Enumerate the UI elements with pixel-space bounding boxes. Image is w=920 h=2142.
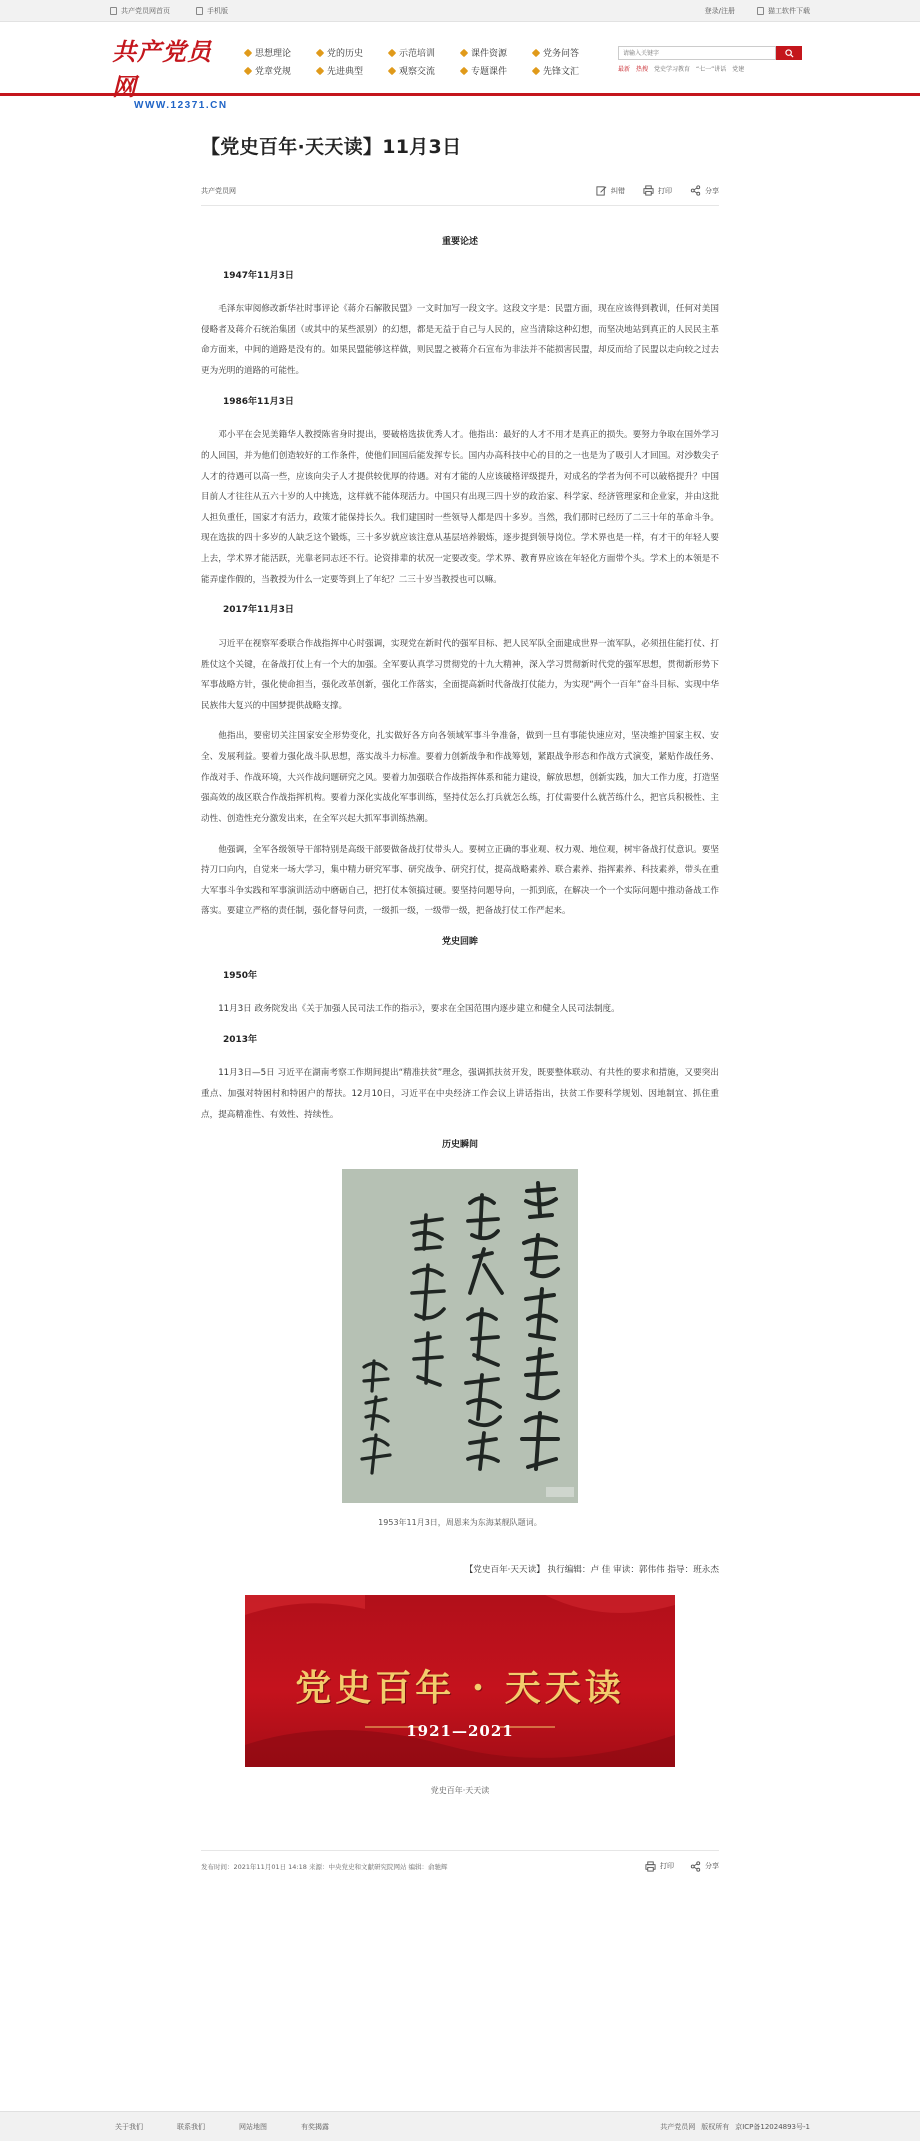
nav-item[interactable] xyxy=(245,64,317,77)
search-icon xyxy=(785,49,794,58)
hot-word[interactable]: 热搜 xyxy=(636,66,649,73)
section-title: 历史瞬间 xyxy=(441,1140,478,1151)
nav-item[interactable] xyxy=(389,46,461,59)
article-meta xyxy=(201,185,719,206)
date-heading: 2017年11月3日 xyxy=(223,605,294,616)
footer-site-name: 共产党员网 xyxy=(660,2123,696,2131)
nav-item-label[interactable]: 先进典型 xyxy=(327,67,364,77)
nav-bullet-icon xyxy=(388,48,396,56)
nav-item-label[interactable]: 党的历史 xyxy=(327,49,364,59)
report-error-label[interactable]: 纠错 xyxy=(611,186,625,195)
hot-word[interactable]: “七一”讲话 xyxy=(696,66,727,73)
hot-word[interactable]: 党建 xyxy=(732,66,745,73)
paragraph: 习近平在视察军委联合作战指挥中心时强调，实现党在新时代的强军目标、把人民军队全面建成世界一流军队，必须扭住能打仗、打胜仗这个关键，在备战打仗上有一个大的加强。全军要认真学习贯彻党的十九大精神，深入学习贯彻新时代党的强军思想，贯彻新形势下军事战略方针，强化使命担当，强化改革创新，强化工作落实，全面提高新时代备战打仗能力，为实现“两个一百年”奋斗目标、实现中华民族伟大复兴的中国梦提供战略支撑。 xyxy=(201,638,719,711)
calligraphy-strokes xyxy=(342,1169,578,1503)
paragraph: 11月3日—5日 习近平在湖南考察工作期间提出“精准扶贫”理念，强调抓扶贫开发，既要整体联动、有共性的要求和措施，又要突出重点、加强对特困村和特困户的帮扶。12月10日，习近平在中央经济工作会议上讲话指出，扶贫工作要科学规划、因地制宜、抓住重点，提高精准性、有效性、持续性。 xyxy=(201,1068,719,1120)
banner-title: 党史百年 · 天天读 xyxy=(295,1666,625,1709)
nav-item-label[interactable]: 课件资源 xyxy=(471,49,508,59)
nav-bullet-icon xyxy=(244,66,252,74)
nav-item[interactable] xyxy=(317,64,389,77)
section-title: 党史回眸 xyxy=(441,937,478,947)
search-input[interactable] xyxy=(618,46,776,60)
nav-bullet-icon xyxy=(316,48,324,56)
mobile-link-label[interactable]: 手机版 xyxy=(207,7,228,15)
date-heading: 2013年 xyxy=(223,1034,258,1045)
print-button[interactable] xyxy=(643,185,672,196)
section-title: 重要论述 xyxy=(441,237,478,247)
footer-copyright: 版权所有 xyxy=(701,2123,730,2131)
article-title: 【党史百年·天天读】11月3日 xyxy=(201,136,462,158)
nav-bullet-icon xyxy=(388,66,396,74)
nav-item-label[interactable]: 先锋文汇 xyxy=(543,67,580,77)
series-banner xyxy=(245,1595,675,1767)
app-download-label[interactable]: 猫工软件下载 xyxy=(768,7,810,15)
bottom-print-label[interactable]: 打印 xyxy=(660,1862,674,1871)
nav-bullet-icon xyxy=(460,48,468,56)
home-icon xyxy=(110,7,117,15)
publish-info-bar xyxy=(201,1850,719,1872)
footer-link-report[interactable]: 有奖揭露 xyxy=(301,2123,329,2131)
site-logo[interactable] xyxy=(112,32,232,111)
hot-words xyxy=(618,64,802,73)
mobile-link[interactable] xyxy=(196,6,228,16)
article-body xyxy=(201,232,719,1800)
login-link[interactable]: 登录/注册 xyxy=(704,7,735,15)
logo-text: 共产党员网 xyxy=(112,37,212,101)
bottom-share-button[interactable] xyxy=(690,1861,719,1872)
nav-bullet-icon xyxy=(244,48,252,56)
article-source: 共产党员网 xyxy=(201,186,236,195)
article xyxy=(201,132,719,1872)
nav-item-label[interactable]: 观察交流 xyxy=(399,67,436,77)
date-heading: 1986年11月3日 xyxy=(223,396,294,407)
publish-info: 发布时间：2021年11月01日 14:18 来源：中央党史和文献研究院网站 编辑：俞驰辉 xyxy=(201,1862,448,1871)
bottom-share-label[interactable]: 分享 xyxy=(705,1862,719,1871)
nav-item[interactable] xyxy=(461,64,533,77)
print-label[interactable]: 打印 xyxy=(658,186,672,195)
footer-icp[interactable]: 京ICP备12024893号-1 xyxy=(735,2123,810,2131)
mobile-icon xyxy=(196,7,203,15)
share-label[interactable]: 分享 xyxy=(705,186,719,195)
date-heading: 1950年 xyxy=(223,970,258,981)
site-footer xyxy=(0,2111,920,2141)
top-bar xyxy=(0,0,920,22)
nav-item-label[interactable]: 示范培训 xyxy=(399,49,436,59)
home-link[interactable] xyxy=(110,6,170,16)
download-icon xyxy=(757,7,764,15)
share-icon xyxy=(690,185,701,196)
calligraphy-image xyxy=(342,1169,578,1503)
date-heading: 1947年11月3日 xyxy=(223,270,294,281)
nav-item[interactable] xyxy=(317,46,389,59)
search-area xyxy=(618,46,802,73)
banner-caption: 党史百年·天天读 xyxy=(430,1785,490,1795)
hot-word[interactable]: 党史学习教育 xyxy=(654,66,691,73)
bottom-print-button[interactable] xyxy=(645,1861,674,1872)
paragraph: 他指出，要密切关注国家安全形势变化，扎实做好各方向各领域军事斗争准备，做到一旦有事能快速应对，坚决维护国家主权、安全、发展利益。要着力强化战斗队思想，落实战斗力标准。要着力创新战争和作战筹划，紧跟战争形态和作战方式演变，紧贴作战任务、作战对手、作战环境，大兴作战问题研究之风。要着力加强联合作战指挥体系和能力建设，解放思想，创新实践，加大工作力度，打造坚强高效的战区联合作战指挥机构。要着力深化实战化军事训练，坚持仗怎么打兵就怎么练，打仗需要什么就苦练什么，把官兵积极性、主动性、创造性充分激发出来，在全军兴起大抓军事训练热潮。 xyxy=(201,731,719,824)
editor-credits: 【党史百年·天天读】 执行编辑：卢 佳 审读：郭伟伟 指导：班永杰 xyxy=(464,1565,719,1576)
main-nav xyxy=(245,46,605,77)
footer-link-contact[interactable]: 联系我们 xyxy=(177,2123,205,2131)
nav-bullet-icon xyxy=(532,48,540,56)
report-error-button[interactable] xyxy=(596,185,625,196)
nav-bullet-icon xyxy=(532,66,540,74)
paragraph: 毛泽东审阅修改新华社时事评论《蒋介石解散民盟》一文时加写一段文字。这段文字是：民盟方面，现在应该得到教训，任何对美国侵略者及蒋介石统治集团（或其中的某些派别）的幻想，都是无益于自己与人民的，应当清除这种幻想，而坚决地站到真正的人民民主革命方面来，中间的道路是没有的。如果民盟能够这样做，则民盟之被蒋介石宣布为非法并不能损害民盟，却反而给了民盟以走向较之过去更为光明的道路的可能性。 xyxy=(201,304,719,377)
share-button[interactable] xyxy=(690,185,719,196)
nav-item-label[interactable]: 思想理论 xyxy=(255,49,292,59)
paragraph: 邓小平在会见美籍华人教授陈省身时提出，要破格选拔优秀人才。他指出：最好的人才不用才是真正的损失。要努力争取在国外学习的人回国，并为他们创造较好的工作条件，使他们回国后能发挥专长。国内办高科技中心的目的之一也是为了吸引人才回国。对沙数尖子人才的待遇可以高一些，应该向尖子人才提供较优厚的待遇。对有才能的人应该破格评级提升，对成名的学者为何不可以破格提升？中国目前人才往往从五六十岁的人中挑选，这样就不能体现活力。中国只有出现三四十岁的政治家、科学家、经济管理家和企业家，并由这批人担负重任，国家才有活力，政策才能保持长久。我们建国时一些领导人都是四十多岁。当然，我们那时已经历了二三十年的革命斗争。现在选拔的四十多岁的人缺乏这个锻炼，三十多岁就应该注意从基层培养锻炼，逐步提到领导岗位。学术界也是一样，有才干的年轻人要上去，学术界才能活跃，光靠老同志还不行。论资排辈的状况一定要改变。学术界、教育界应该在年轻化方面带个头。学术上的本领是不能弄虚作假的，当教授为什么一定要等到上了年纪？二三十岁当教授也可以嘛。 xyxy=(201,430,719,585)
nav-item[interactable] xyxy=(389,64,461,77)
nav-item[interactable] xyxy=(245,46,317,59)
paragraph: 11月3日 政务院发出《关于加强人民司法工作的指示》，要求在全国范围内逐步建立和健全人民司法制度。 xyxy=(218,1004,620,1015)
nav-bullet-icon xyxy=(316,66,324,74)
photo-caption: 1953年11月3日，周恩来为东海某舰队题词。 xyxy=(378,1517,542,1527)
footer-link-about[interactable]: 关于我们 xyxy=(115,2123,143,2131)
print-icon xyxy=(643,185,654,196)
nav-bullet-icon xyxy=(460,66,468,74)
historic-photo xyxy=(342,1169,578,1532)
footer-link-sitemap[interactable]: 网站地图 xyxy=(239,2123,267,2131)
site-header xyxy=(0,22,920,111)
share-icon xyxy=(690,1861,701,1872)
search-button[interactable] xyxy=(776,46,802,60)
nav-item-label[interactable]: 党章党规 xyxy=(255,67,292,77)
print-icon xyxy=(645,1861,656,1872)
nav-item[interactable] xyxy=(461,46,533,59)
nav-item-label[interactable]: 专题课件 xyxy=(471,67,508,77)
logo-url: WWW.12371.CN xyxy=(134,100,228,111)
app-download-link[interactable] xyxy=(757,6,810,16)
edit-icon xyxy=(596,185,607,196)
nav-item[interactable] xyxy=(533,64,605,77)
banner-years: 1921—2021 xyxy=(406,1721,514,1740)
paragraph: 他强调，全军各级领导干部特别是高级干部要做备战打仗带头人。要树立正确的事业观、权力观、地位观，树牢备战打仗意识。要坚持刀口向内，自觉来一场大学习，集中精力研究军事、研究战争、研究打仗，提高战略素养、联合素养、指挥素养、科技素养，带头在重大军事斗争实践和军事演训活动中磨砺自己，把打仗本领搞过硬。要坚持问题导向，一抓到底，在解决一个一个实际问题中推动备战工作落实。要建立严格的责任制，强化督导问责，一级抓一级，一级带一级，把备战打仗工作严起来。 xyxy=(201,844,719,917)
nav-item[interactable] xyxy=(533,46,605,59)
nav-item-label[interactable]: 党务问答 xyxy=(543,49,580,59)
home-link-label[interactable]: 共产党员网首页 xyxy=(121,7,170,15)
hot-word[interactable]: 最新 xyxy=(618,66,631,73)
